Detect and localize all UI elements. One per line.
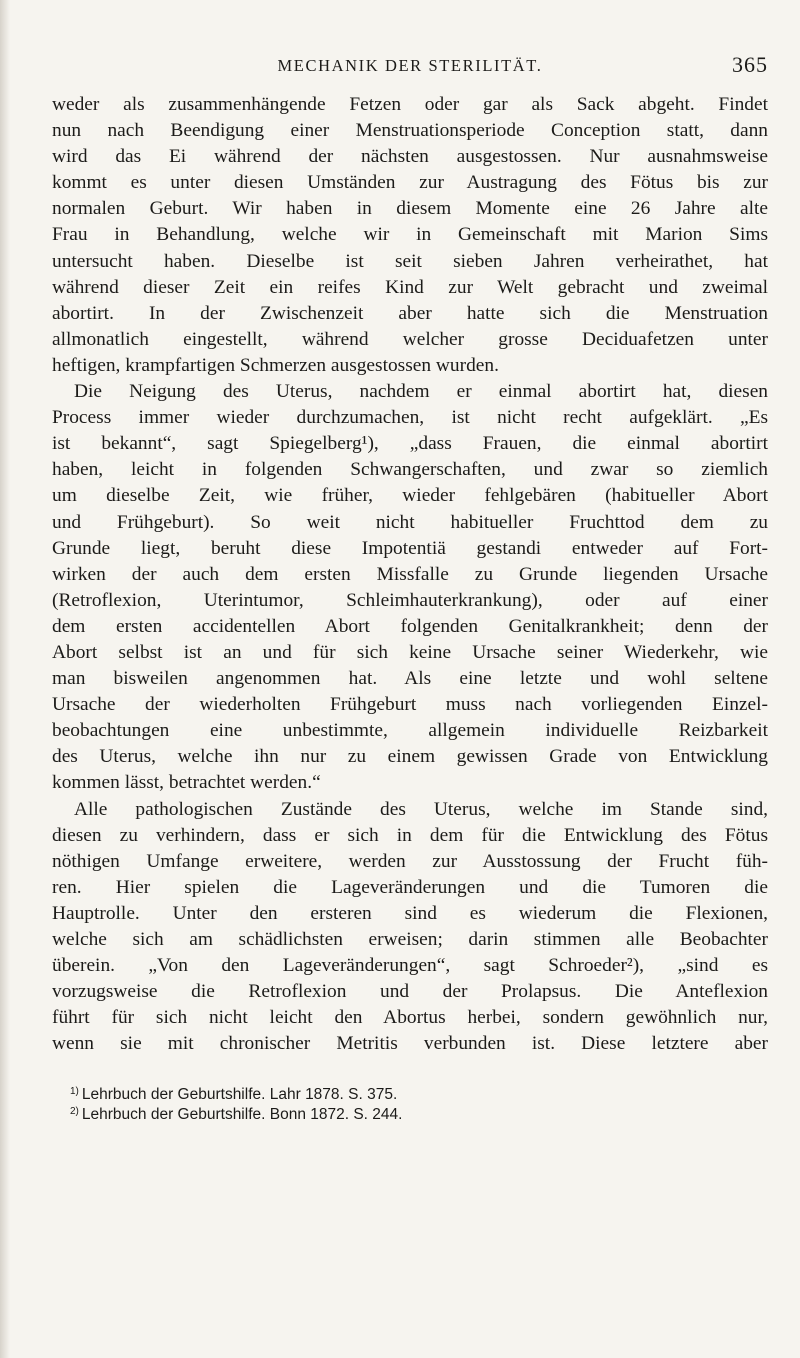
text-line: normalen Geburt. Wir haben in diesem Momente eine 26 Jahre alte [52,198,768,220]
footnote-text: Lehrbuch der Geburtshilfe. Lahr 1878. S. 375. [81,1086,398,1103]
text-line: überein. „Von den Lageveränderungen“, sagt Schroeder²), „sind es [52,955,768,977]
text-line: des Uterus, welche ihn nur zu einem gewissen Grade von Entwicklung [52,746,768,768]
text-line: wirken der auch dem ersten Missfalle zu Grunde liegenden Ursache [52,563,768,585]
text-line: man bisweilen angenommen hat. Als eine letzte und wohl seltene [52,668,768,690]
text-line: führt für sich nicht leicht den Abortus herbei, sondern gewöhnlich nur, [52,1007,768,1029]
footnote-mark: 2) [70,1106,79,1117]
text-line: wird das Ei während der nächsten ausgestossen. Nur ausnahmsweise [52,146,768,168]
text-line: während dieser Zeit ein reifes Kind zur Welt gebracht und zweimal [52,276,768,298]
text-line: ist bekannt“, sagt Spiegelberg¹), „dass Frauen, die einmal abortirt [52,433,768,455]
text-line: weder als zusammenhängende Fetzen oder gar als Sack abgeht. Findet [52,94,768,115]
text-line: nöthigen Umfange erweitere, werden zur Ausstossung der Frucht füh- [52,850,768,872]
text-line: beobachtungen eine unbestimmte, allgemein individuelle Reizbarkeit [52,720,768,742]
text-line: und Frühgeburt). So weit nicht habitueller Fruchttod dem zu [52,511,768,533]
footnotes [52,1085,768,1125]
running-title: MECHANIK DER STERILITÄT. [277,56,543,75]
text-line: Die Neigung des Uterus, nachdem er einmal abortirt hat, diesen [74,381,768,403]
text-line: (Retroflexion, Uterintumor, Schleimhauterkrankung), oder auf einer [52,589,768,611]
body-text [52,92,768,1057]
text-line: dem ersten accidentellen Abort folgenden Genitalkrankheit; denn der [52,615,768,637]
page-header [52,52,768,82]
text-line: ren. Hier spielen die Lageveränderungen und die Tumoren die [52,876,768,898]
text-line: heftigen, krampfartigen Schmerzen ausgestossen wurden. [52,354,499,376]
text-line: wenn sie mit chronischer Metritis verbunden ist. Diese letztere aber [52,1033,768,1055]
text-line: Ursache der wiederholten Frühgeburt muss nach vorliegenden Einzel- [52,694,768,716]
text-line: kommt es unter diesen Umständen zur Austragung des Fötus bis zur [52,172,768,194]
text-line: abortirt. In der Zwischenzeit aber hatte sich die Menstruation [52,302,768,324]
page-edge-shadow [0,0,10,1358]
text-line: Hauptrolle. Unter den ersteren sind es wiederum die Flexionen, [52,902,768,924]
text-line: allmonatlich eingestellt, während welcher grosse Deciduafetzen unter [52,328,768,350]
text-line: kommen lässt, betrachtet werden.“ [52,772,321,794]
page-number: 365 [732,52,768,77]
text-line: Grunde liegt, beruht diese Impotentiä gestandi entweder auf Fort- [52,537,768,559]
text-line: untersucht haben. Dieselbe ist seit sieben Jahren verheirathet, hat [52,250,768,272]
footnote-text: Lehrbuch der Geburtshilfe. Bonn 1872. S. 244. [81,1106,403,1123]
text-line: um dieselbe Zeit, wie früher, wieder fehlgebären (habitueller Abort [52,485,768,507]
text-line: Frau in Behandlung, welche wir in Gemeinschaft mit Marion Sims [52,224,768,246]
text-line: haben, leicht in folgenden Schwangerschaften, und zwar so ziemlich [52,459,768,481]
footnote [52,1085,768,1105]
footnote-mark: 1) [70,1086,79,1097]
text-line: vorzugsweise die Retroflexion und der Prolapsus. Die Anteflexion [52,981,768,1003]
text-line: nun nach Beendigung einer Menstruationsperiode Conception statt, dann [52,120,768,142]
text-line: Process immer wieder durchzumachen, ist nicht recht aufgeklärt. „Es [52,407,768,429]
footnote [52,1105,768,1125]
text-line: Abort selbst ist an und für sich keine Ursache seiner Wiederkehr, wie [52,641,768,663]
text-line: Alle pathologischen Zustände des Uterus, welche im Stande sind, [74,798,768,820]
text-line: welche sich am schädlichsten erweisen; darin stimmen alle Beobachter [52,929,768,950]
text-line: diesen zu verhindern, dass er sich in dem für die Entwicklung des Fötus [52,824,768,846]
